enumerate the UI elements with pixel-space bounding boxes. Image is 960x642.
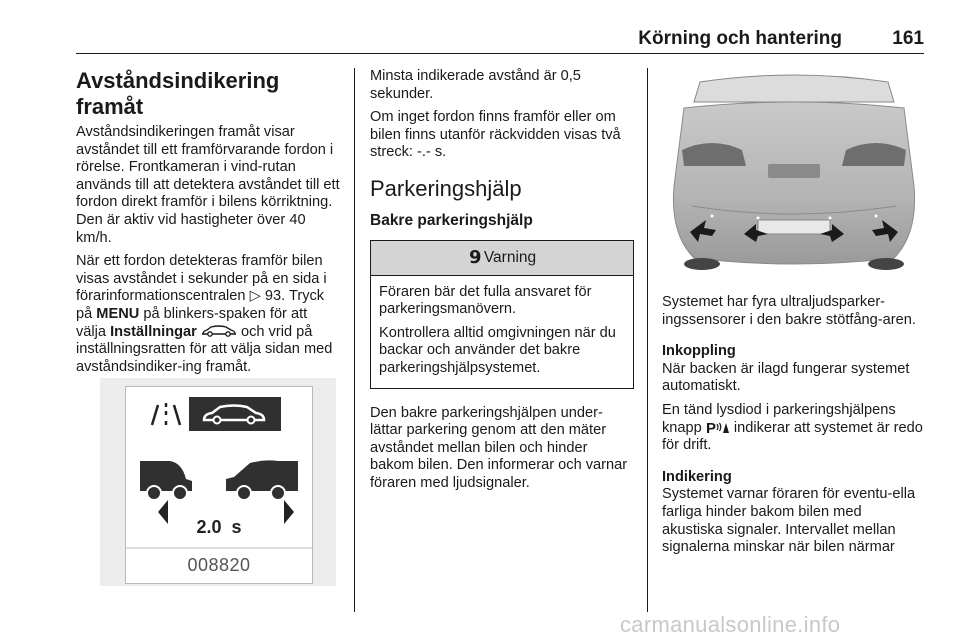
warning-text: Kontrollera alltid omgivningen när du backar och använder det bakre parkeringshjälpsystemet.: [379, 324, 616, 376]
svg-text:9: 9: [468, 247, 482, 266]
park-assist-icon: [706, 420, 730, 436]
distance-readout: [126, 517, 312, 538]
paragraph: När backen är ilagd fungerar systemet automatiskt.: [662, 360, 910, 395]
lane-icon: [152, 403, 180, 425]
warning-text: Föraren bär det fulla ansvaret för parkeringsmanövern.: [379, 283, 592, 318]
column-divider: [647, 68, 648, 612]
warning-icon: [468, 248, 484, 268]
paragraph: Den bakre parkeringshjälpen under-lättar parkering genom att den mäter avståndet mellan bilen och hinder bakom bilen. Den informerar och varnar föraren med ljudsignaler.: [370, 404, 628, 491]
paragraph: Om inget fordon finns framför eller om bilen finns utanför räckvidden visas två streck: -.- s.: [370, 109, 621, 161]
heading-parking-assist: Parkeringshjälp: [370, 175, 522, 201]
car-rear-sensors-illustration: [662, 66, 926, 278]
header-rule: [76, 53, 924, 54]
warning-box: [370, 240, 634, 389]
settings-label: Inställningar: [110, 323, 197, 340]
paragraph: En tänd lysdiod i parkeringshjälpens knapp P indikerar att systemet är redo för drift.: [662, 401, 923, 454]
column-divider: [354, 68, 355, 612]
paragraph: Systemet har fyra ultraljudsparker-ingssensorer i den bakre stötfång-aren.: [662, 294, 916, 328]
menu-button-label: MENU: [96, 305, 140, 322]
column-1: [76, 68, 340, 382]
warning-title: Varning: [483, 248, 537, 266]
heading-forward-distance: Avståndsindikering framåt: [76, 68, 280, 119]
own-car-rear-icon: [140, 461, 192, 500]
paragraph: Avståndsindikeringen framåt visar avståndet till ett framförvarande fordon i rörelse. Frontkameran i vind-rutan används till att detektera avståndet till ett fordon direkt framför i bilens körriktning. Den är aktiv vid hastigheter över 40 km/h.: [76, 124, 340, 246]
dashboard-illustration: [100, 378, 336, 586]
paragraph: Minsta indikerade avstånd är 0,5 sekunder.: [370, 68, 581, 102]
paragraph: När ett fordon detekteras framför bilen visas avståndet i sekunder på en sida i förarinformationscentralen ▷ 93. Tryck på MENU på blinkers-spaken för att välja Inställningar och vrid på inställningsratten för att välja sidan med avståndsindiker-ing framåt.: [76, 253, 333, 375]
heading-indication: Indikering: [662, 468, 732, 485]
distance-value: 2.0: [196, 517, 222, 537]
car-ahead-icon: [226, 460, 298, 500]
page-number: 161: [892, 28, 924, 49]
odometer: 008820: [187, 555, 251, 575]
driver-info-display: [125, 386, 313, 584]
column-3: [662, 294, 926, 563]
car-icon: [201, 324, 237, 340]
section-title: Körning och hantering: [638, 28, 842, 49]
column-2: [370, 68, 634, 499]
subheading-rear-parking-assist: Bakre parkeringshjälp: [370, 211, 533, 229]
heading-activation: Inkoppling: [662, 343, 736, 360]
paragraph: Systemet varnar föraren för eventu-ella farliga hinder bakom bilen med akustiska signaler. Intervallet mellan signalerna minskar när bilen närmar: [662, 486, 916, 556]
distance-unit: s: [231, 517, 242, 537]
page-ref-icon: ▷: [249, 288, 261, 305]
svg-text:P: P: [705, 419, 716, 434]
page-ref-link[interactable]: 93: [264, 288, 282, 305]
car-tab: [189, 397, 281, 431]
page-header: [0, 0, 960, 60]
watermark: carmanualsonline.info: [620, 612, 841, 637]
